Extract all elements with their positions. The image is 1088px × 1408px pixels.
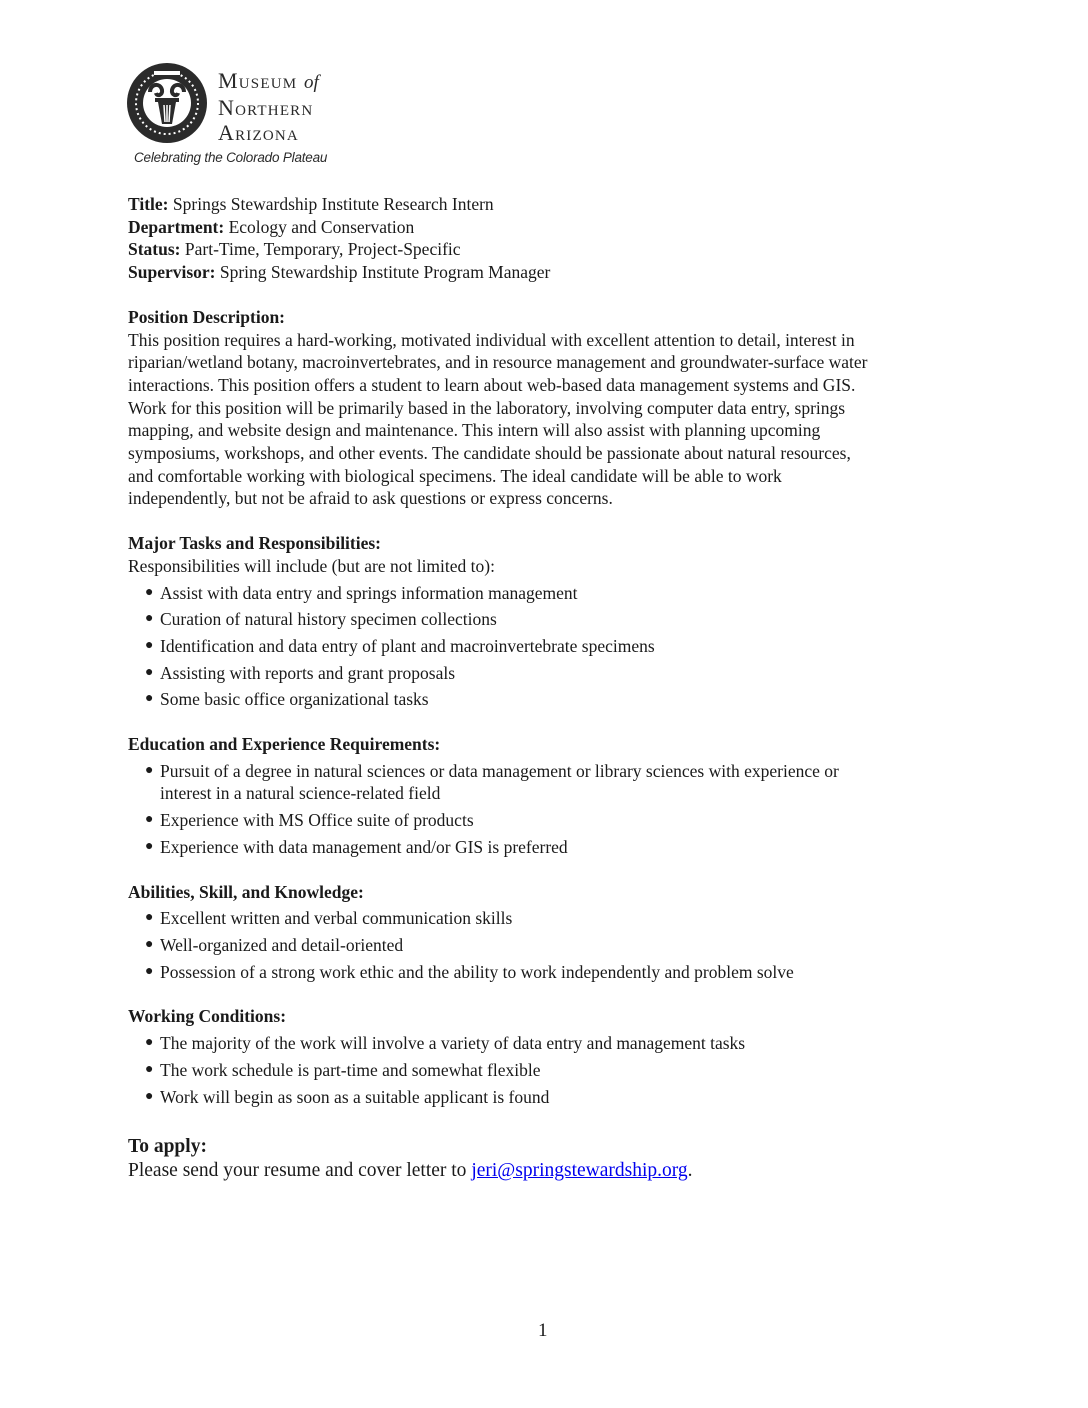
logo-word-northern: Northern <box>218 95 314 120</box>
section-heading: Education and Experience Requirements: <box>128 734 441 755</box>
logo-tagline: Celebrating the Colorado Plateau <box>134 150 328 165</box>
list-item: ● Excellent written and verbal communication skills <box>145 908 513 929</box>
tasks-section <box>128 532 968 711</box>
bullet-icon: ● <box>145 584 154 600</box>
list-item: ● Experience with data management and/or GIS is preferred <box>145 836 568 857</box>
position-description-text: This position requires a hard-working, motivated individual with excellent attention to detail, interest in riparian/wetland botany, macroinvertebrates, and in resource management and groundwater-surface water interactions. This position offers a student to learn about web-based data management systems and GIS. Work for this position will be primarily based in the laboratory, involving computer data entry, springs mapping, and website design and maintenance. This intern will also assist with planning upcoming symposiums, workshops, and other events. The candidate should be passionate about natural resources, and comfortable working with biological specimens. The ideal candidate will be able to work independently, but not be afraid to ask questions or express concerns. <box>128 329 868 509</box>
bullet-icon: ● <box>145 637 154 653</box>
bullet-icon: ● <box>145 936 154 952</box>
list-item: ● Pursuit of a degree in natural sciences or data management or library sciences with experience or interest in a natural science-related field <box>145 760 839 804</box>
bullet-icon: ● <box>145 691 154 707</box>
list-item: ● The majority of the work will involve a variety of data entry and management tasks <box>145 1033 746 1054</box>
conditions-section <box>128 1005 968 1108</box>
document-body <box>128 193 968 1183</box>
list-item: ● Well-organized and detail-oriented <box>145 934 404 955</box>
list-item: ● Assisting with reports and grant proposals <box>145 662 456 683</box>
bullet-icon: ● <box>145 838 154 854</box>
list-item: ● Some basic office organizational tasks <box>145 689 429 710</box>
list-item: ● Work will begin as soon as a suitable applicant is found <box>145 1086 550 1107</box>
logo-word-of: of <box>303 72 319 93</box>
section-heading: Working Conditions: <box>128 1006 287 1027</box>
museum-emblem-icon <box>126 62 208 144</box>
meta-status: Status: Part-Time, Temporary, Project-Specific <box>128 239 461 260</box>
apply-section <box>128 1135 968 1183</box>
education-list <box>128 760 968 859</box>
section-heading: To apply: <box>128 1136 207 1158</box>
list-item: ● Possession of a strong work ethic and the ability to work independently and problem solve <box>145 961 794 982</box>
section-heading: Position Description: <box>128 306 286 327</box>
list-item: ● Experience with MS Office suite of products <box>145 810 474 831</box>
bullet-icon: ● <box>145 963 154 979</box>
logo-word-arizona: Arizona <box>218 120 299 145</box>
page-number: 1 <box>538 1320 548 1341</box>
museum-logo <box>126 62 366 174</box>
email-link[interactable]: jeri@springstewardship.org <box>471 1160 688 1182</box>
list-item: ● Curation of natural history specimen collections <box>145 609 497 630</box>
meta-title: Title: Springs Stewardship Institute Research Intern <box>128 194 494 214</box>
bullet-icon: ● <box>145 812 154 828</box>
tasks-list <box>128 582 968 712</box>
museum-name <box>218 68 319 145</box>
list-item: ● The work schedule is part-time and somewhat flexible <box>145 1059 541 1080</box>
job-meta <box>128 193 968 284</box>
bullet-icon: ● <box>145 1061 154 1077</box>
abilities-list <box>128 907 968 983</box>
bullet-icon: ● <box>145 762 154 778</box>
abilities-section <box>128 881 968 984</box>
education-section <box>128 733 968 859</box>
tasks-intro: Responsibilities will include (but are not limited to): <box>128 555 495 576</box>
position-description-section <box>128 306 968 510</box>
bullet-icon: ● <box>145 1035 154 1051</box>
section-heading: Abilities, Skill, and Knowledge: <box>128 881 364 902</box>
meta-supervisor: Supervisor: Spring Stewardship Institute Program Manager <box>128 262 551 283</box>
list-item: ● Identification and data entry of plant and macroinvertebrate specimens <box>145 635 655 656</box>
meta-department: Department: Ecology and Conservation <box>128 216 415 237</box>
bullet-icon: ● <box>145 664 154 680</box>
conditions-list <box>128 1032 968 1108</box>
bullet-icon: ● <box>145 910 154 926</box>
logo-word-museum: Museum <box>218 68 298 93</box>
bullet-icon: ● <box>145 611 154 627</box>
bullet-icon: ● <box>145 1088 154 1104</box>
section-heading: Major Tasks and Responsibilities: <box>128 533 382 554</box>
apply-instructions: Please send your resume and cover letter to jeri@springstewardship.org. <box>128 1160 693 1182</box>
list-item: ● Assist with data entry and springs information management <box>145 582 578 603</box>
